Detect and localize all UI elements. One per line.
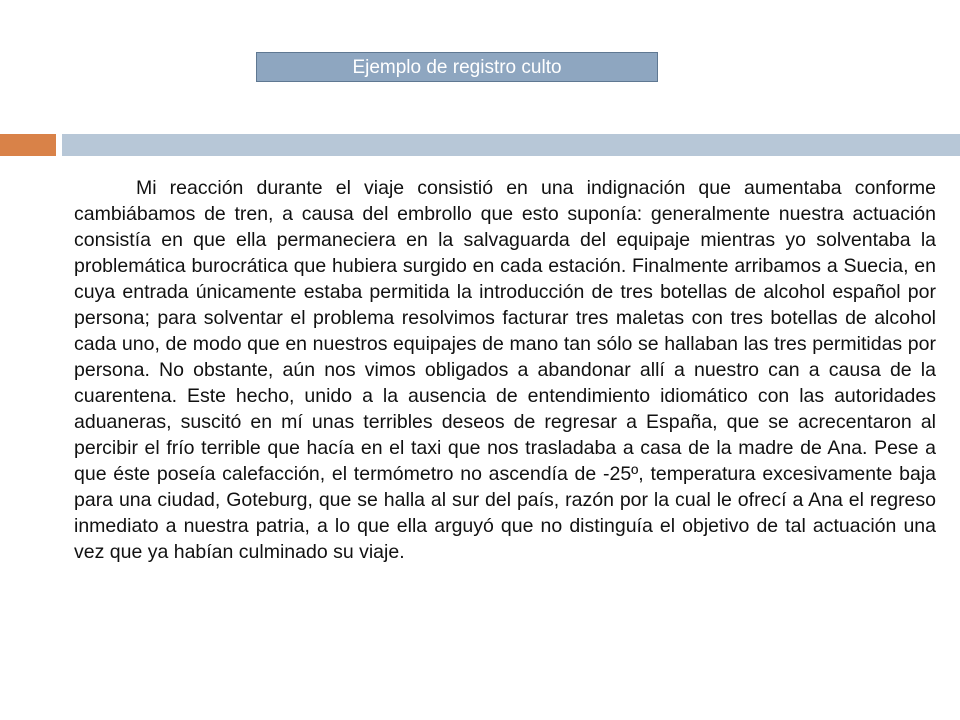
- accent-bar-orange: [0, 134, 56, 156]
- slide-title: Ejemplo de registro culto: [256, 52, 658, 82]
- body-paragraph: Mi reacción durante el viaje consistió en una indignación que aumentaba conforme cambiábamos de tren, a causa del embrollo que esto suponía: generalmente nuestra actuación consistía en que ella permaneciera en la salvaguarda del equipaje mientras yo solventaba la problemática burocrática que hubiera surgido en cada estación. Finalmente arribamos a Suecia, en cuya entrada únicamente estaba permitida la introducción de tres botellas de alcohol español por persona; para solventar el problema resolvimos facturar tres maletas con tres botellas de alcohol cada uno, de modo que en nuestros equipajes de mano tan sólo se hallaban las tres permitidas por persona. No obstante, aún nos vimos obligados a abandonar allí a nuestro can a causa de la cuarentena. Este hecho, unido a la ausencia de entendimiento idiomático con las autoridades aduaneras, suscitó en mí unas terribles deseos de regresar a España, que se acrecentaron al percibir el frío terrible que hacía en el taxi que nos trasladaba a casa de la madre de Ana. Pese a que éste poseía calefacción, el termómetro no ascendía de -25º, temperatura excesivamente baja para una ciudad, Goteburg, que se halla al sur del país, razón por la cual le ofrecí a Ana el regreso inmediato a nuestra patria, a lo que ella arguyó que no distinguía el objetivo de tal actuación una vez que ya habían culminado su viaje.: [74, 177, 936, 563]
- accent-bar-blue: [62, 134, 960, 156]
